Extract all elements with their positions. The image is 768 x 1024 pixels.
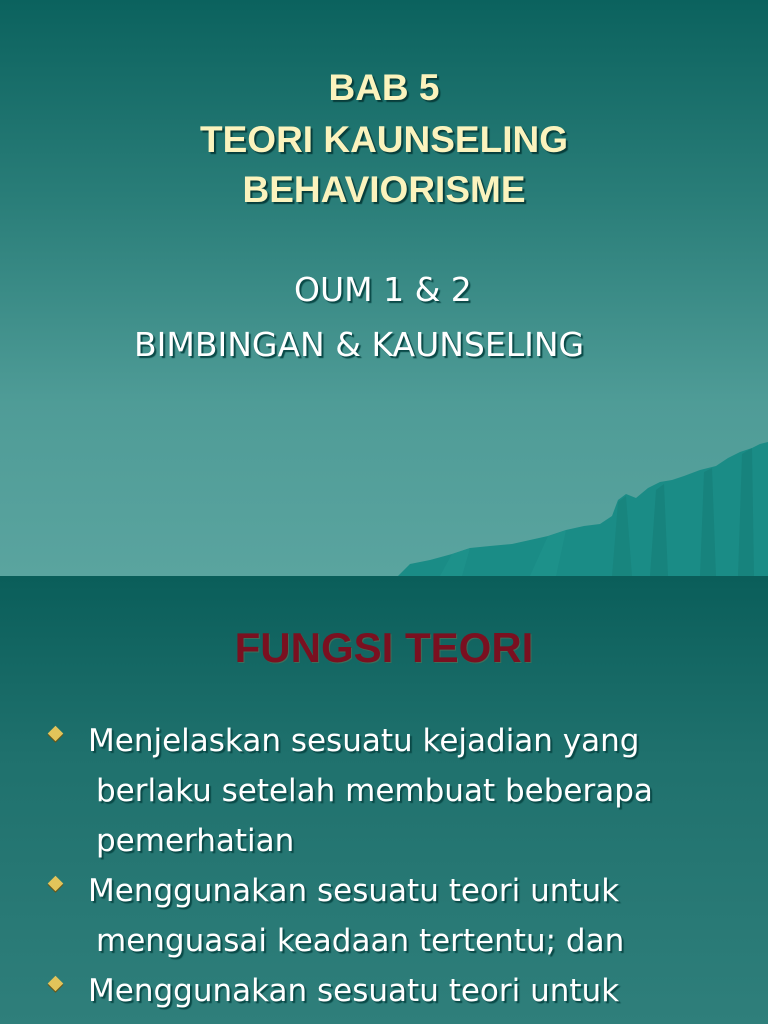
diamond-bullet-icon (48, 976, 64, 992)
slide-title: FUNGSI TEORI (234, 624, 534, 671)
mountain-range-graphic (0, 436, 768, 576)
bullet-text-line: menguasai keadaan tertentu; dan (96, 923, 625, 959)
slide-title-line-3: BEHAVIORISME (242, 169, 526, 210)
slide-2 (0, 576, 768, 1024)
bullet-list (0, 716, 768, 1016)
bullet-item (0, 716, 768, 866)
slide-title-line-2: TEORI KAUNSELING (200, 119, 568, 160)
bullet-text-line: Menjelaskan sesuatu kejadian yang (88, 723, 640, 759)
slide-subtitle-line-1: OUM 1 & 2 (294, 270, 472, 309)
diamond-bullet-icon (48, 726, 64, 742)
slide-subtitle-line-2: BIMBINGAN & KAUNSELING (134, 325, 585, 364)
diamond-bullet-icon (48, 876, 64, 892)
bullet-text-line: pemerhatian (96, 823, 295, 859)
bullet-item (0, 866, 768, 966)
slide-title-line-1: BAB 5 (328, 67, 440, 108)
bullet-text-line: berlaku setelah membuat beberapa (96, 773, 653, 809)
bullet-item (0, 966, 768, 1016)
bullet-text-line: Menggunakan sesuatu teori untuk (88, 873, 620, 909)
bullet-text-line: Menggunakan sesuatu teori untuk (88, 973, 620, 1009)
